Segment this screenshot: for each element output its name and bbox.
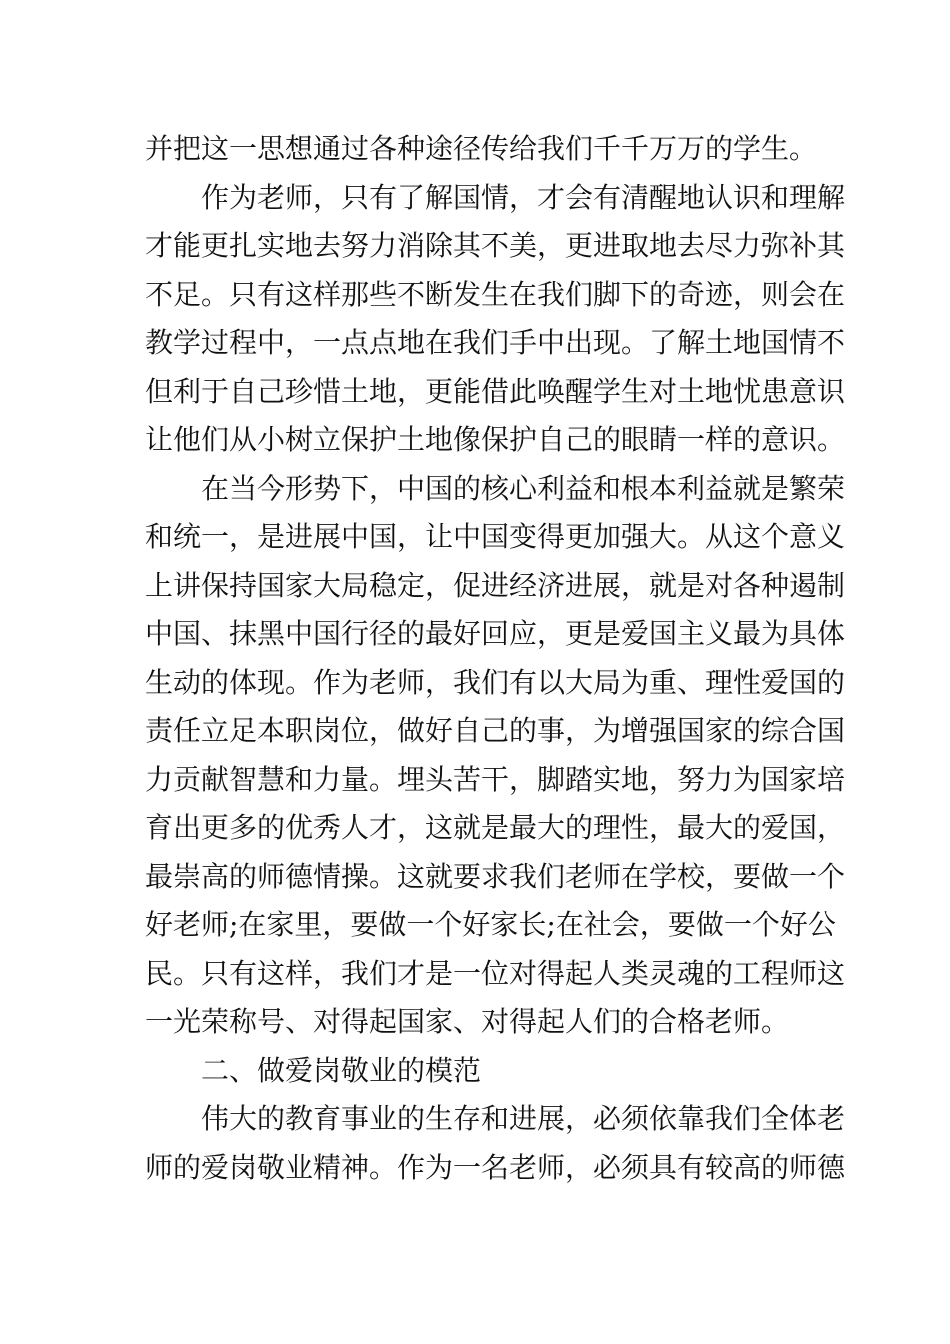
body-line: 好老师;在家里，要做一个好家长;在社会，要做一个好公 bbox=[145, 908, 836, 941]
body-line: 师的爱岗敬业精神。作为一名老师，必须具有较高的师德 bbox=[145, 1150, 846, 1184]
body-line: 才能更扎实地去努力消除其不美，更进取地去尽力弥补其 bbox=[145, 229, 846, 262]
body-line: 和统一，是进展中国，让中国变得更加强大。从这个意义 bbox=[145, 520, 846, 553]
document-body bbox=[145, 125, 846, 1192]
body-line: 上讲保持国家大局稳定，促进经济进展，就是对各种遏制 bbox=[145, 568, 846, 602]
body-line: 一光荣称号、对得起国家、对得起人们的合格老师。 bbox=[145, 1005, 790, 1038]
body-line: 但利于自己珍惜土地，更能借此唤醒学生对土地忧患意识 bbox=[145, 374, 846, 408]
body-line: 育出更多的优秀人才，这就是最大的理性，最大的爱国， bbox=[145, 811, 846, 844]
body-line: 最崇高的师德情操。这就要求我们老师在学校，要做一个 bbox=[145, 859, 846, 893]
body-line: 力贡献智慧和力量。埋头苦干，脚踏实地，努力为国家培 bbox=[145, 762, 846, 796]
body-line: 责任立足本职岗位，做好自己的事，为增强国家的综合国 bbox=[145, 714, 846, 747]
body-line: 民。只有这样，我们才是一位对得起人类灵魂的工程师这 bbox=[145, 956, 846, 990]
paragraph-first-line: 作为老师，只有了解国情，才会有清醒地认识和理解 bbox=[201, 180, 846, 214]
body-line: 并把这一思想通过各种途径传给我们千千万万的学生。 bbox=[145, 132, 818, 165]
body-line: 不足。只有这样那些不断发生在我们脚下的奇迹，则会在 bbox=[145, 277, 846, 311]
paragraph-first-line: 在当今形势下，中国的核心利益和根本利益就是繁荣 bbox=[201, 471, 846, 505]
body-line: 中国、抹黑中国行径的最好回应，更是爱国主义最为具体 bbox=[145, 617, 846, 650]
paragraph-first-line: 伟大的教育事业的生存和进展，必须依靠我们全体老 bbox=[201, 1102, 846, 1135]
body-line: 让他们从小树立保护土地像保护自己的眼睛一样的意识。 bbox=[145, 423, 846, 456]
body-line: 教学过程中，一点点地在我们手中出现。了解土地国情不 bbox=[145, 326, 846, 359]
body-line: 生动的体现。作为老师，我们有以大局为重、理性爱国的 bbox=[145, 665, 846, 699]
section-heading: 二、做爱岗敬业的模范 bbox=[201, 1053, 482, 1087]
